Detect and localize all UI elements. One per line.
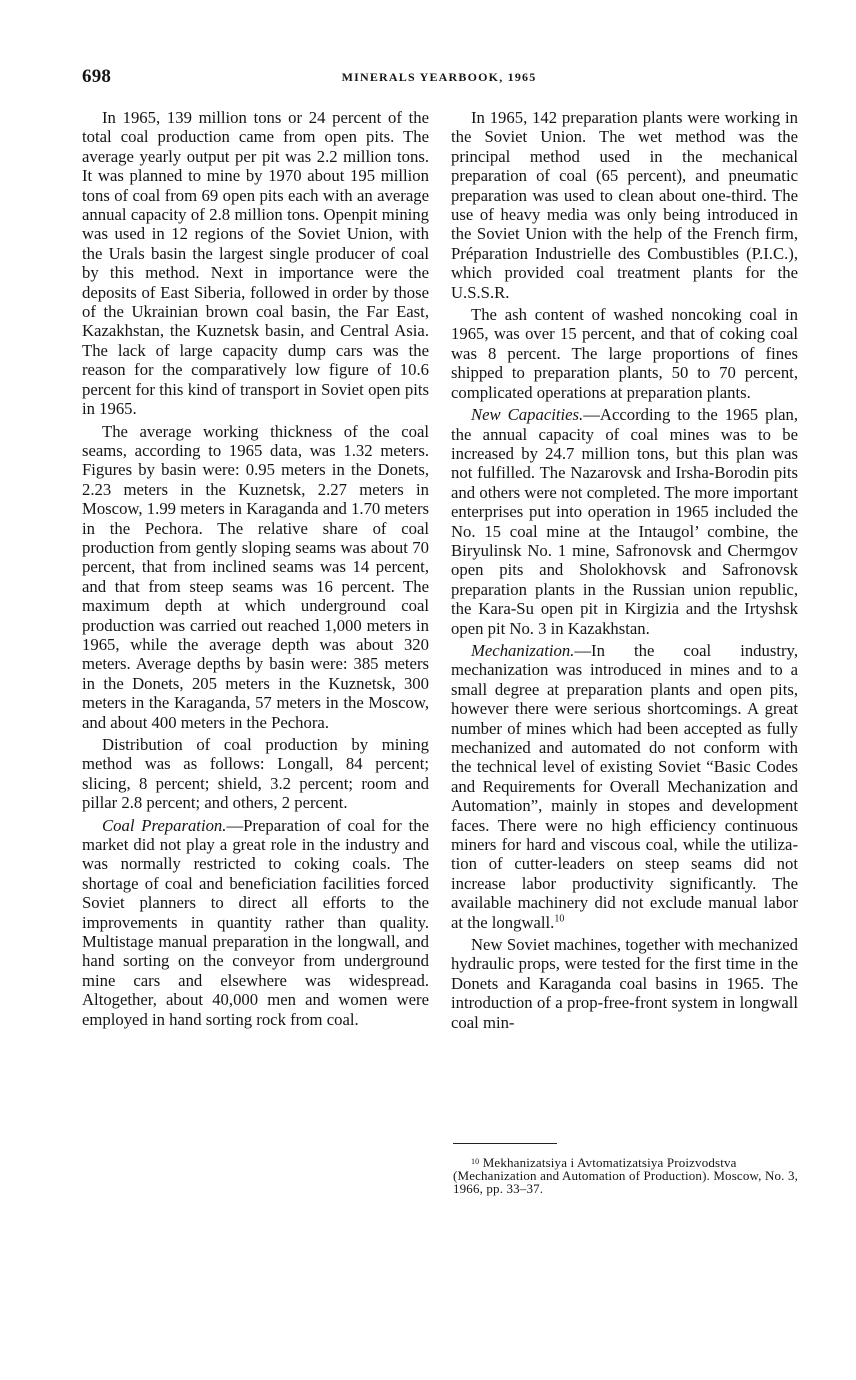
paragraph-new-soviet-machines: New Soviet machines, together with mechanized hydraulic props, were tested for the first time in the Donets and Karaganda coal basins in 1965. The introduction of a prop-free-front system in longwall coal min- — [451, 935, 798, 1032]
paragraph-ash-content: The ash content of washed noncoking coal in 1965, was over 15 percent, and that of coking coal was 8 percent. The large proportions of fines shipped to preparation plants, 50 to 70 percent, complicated operations at preparation plants. — [451, 305, 798, 402]
section-heading-coal-preparation: Coal Preparation. — [102, 815, 227, 835]
paragraph-preparation-plants: In 1965, 142 preparation plants were working in the Soviet Union. The wet method was the principal method used in the mechanical preparation of coal (65 percent), and pneumatic preparation was used to clean about one-third. The use of heavy media was only being introduced in the Soviet Union with the help of the French firm, Préparation Industrielle des Combustibles (P.I.C.), which provided coal treatment plants for the U.S.S.R. — [451, 108, 798, 302]
page-number: 698 — [82, 66, 112, 87]
footnote-text: Mekhanizatsiya i Avtomatizatsiya Proizvodstva (Mechanization and Automation of Production). Moscow, No. 3, 1966, pp. 33–37. — [453, 1155, 799, 1197]
footnote-divider — [453, 1143, 557, 1144]
left-column — [82, 108, 429, 1029]
right-column — [451, 108, 798, 1032]
section-heading-new-capacities: New Capacities. — [471, 405, 584, 425]
paragraph-coal-preparation — [82, 816, 429, 1029]
paragraph-mechanization-text: —In the coal industry, mechanization was introduced in mines and to a small degree at preparation plants and open pits, however there were serious shortcomings. A great number of mines which had been accepted as fully mechanized and automated do not conform with the technical level of existing Soviet “Basic Codes and Requirements for Overall Mechanization and Automation”, mainly in stopes and development faces. There were no high efficiency continuous miners for hard and viscous coal, while the utilization of cutter-leaders on steep seams did not increase labor productivity significantly. The available machinery did not exclude manual labor at the longwall. — [451, 640, 798, 932]
running-head: MINERALS YEARBOOK, 1965 — [341, 70, 537, 84]
page-header — [82, 66, 796, 90]
paragraph-mechanization — [451, 641, 798, 932]
paragraph-open-pit-production: In 1965, 139 million tons or 24 percent of the total coal production came from open pits. The average yearly output per pit was 2.2 million tons. It was planned to mine by 1970 about 195 million tons of coal from 69 open pits each with an average annual capacity of 2.8 million tons. Openpit mining was used in 12 regions of the Soviet Union, with the Urals basin the largest single producer of coal by this method. Next in importance were the deposits of East Siberia, followed in order by those of the Ukrainian brown coal basin, the Far East, Kazakhstan, the Kuznetsk basin, and Central Asia. The lack of large capacity dump cars was the reason for the comparatively low figure of 10.6 percent for this kind of transport in Soviet open pits in 1965. — [82, 108, 429, 419]
paragraph-mining-method-distribution: Distribution of coal production by mining method was as follows: Longall, 84 percent; slicing, 8 percent; shield, 3.2 percent; room and pillar 2.8 percent; and others, 2 percent. — [82, 735, 429, 813]
paragraph-new-capacities — [451, 405, 798, 638]
footnote — [453, 1156, 800, 1196]
footnote-reference: 10 — [554, 913, 565, 925]
paragraph-seam-thickness: The average working thickness of the coal seams, according to 1965 data, was 1.32 meters. Figures by basin were: 0.95 meters in the Donets, 2.23 meters in the Kuznetsk, 2.27 meters in Moscow, 1.99 meters in Karaganda and 1.70 meters in the Pechora. The relative share of coal production from gently sloping seams was about 70 percent, that from inclined seams was 14 percent, and that from steep seams was 16 percent. The maximum depth at which underground coal production was carried out reached 1,000 meters in 1965, while the average depth was about 320 meters. Average depths by basin were: 385 meters in the Donets, 205 meters in the Kuznetsk, 300 meters in the Karaganda, 57 meters in the Moscow, and about 400 meters in the Pechora. — [82, 421, 429, 732]
footnote-marker: 10 — [471, 1157, 480, 1166]
section-heading-mechanization: Mechanization. — [471, 640, 575, 660]
paragraph-new-capacities-text: —According to the 1965 plan, the annual capacity of coal mines was to be increased by 24.7 million tons, but this plan was not fulfilled. The Nazarovsk and Irsha-Borodin pits and others were not completed. The more important enterprises put into operation in 1965 included the No. 15 coal mine at the Intaugol’ combine, the Biryulinsk No. 1 mine, Safronovsk and Chermgov open pits and Sholokhovsk and Safronovsk preparation plants in the Russian union republic, the Kara-Su open pit in Kirgizia and the Irtyshsk open pit No. 3 in Kazakhstan. — [451, 405, 799, 638]
paragraph-coal-preparation-text: —Preparation of coal for the market did not play a great role in the industry and was normally restricted to coking coals. The shortage of coal and beneficiation facilities forced Soviet planners to direct all efforts to the improvements in quantity rather than quality. Multistage manual preparation in the longwall, and hand sorting on the conveyor from underground mine cars and elsewhere was widespread. Altogether, about 40,000 men and women were employed in hand sorting rock from coal. — [82, 815, 429, 1029]
